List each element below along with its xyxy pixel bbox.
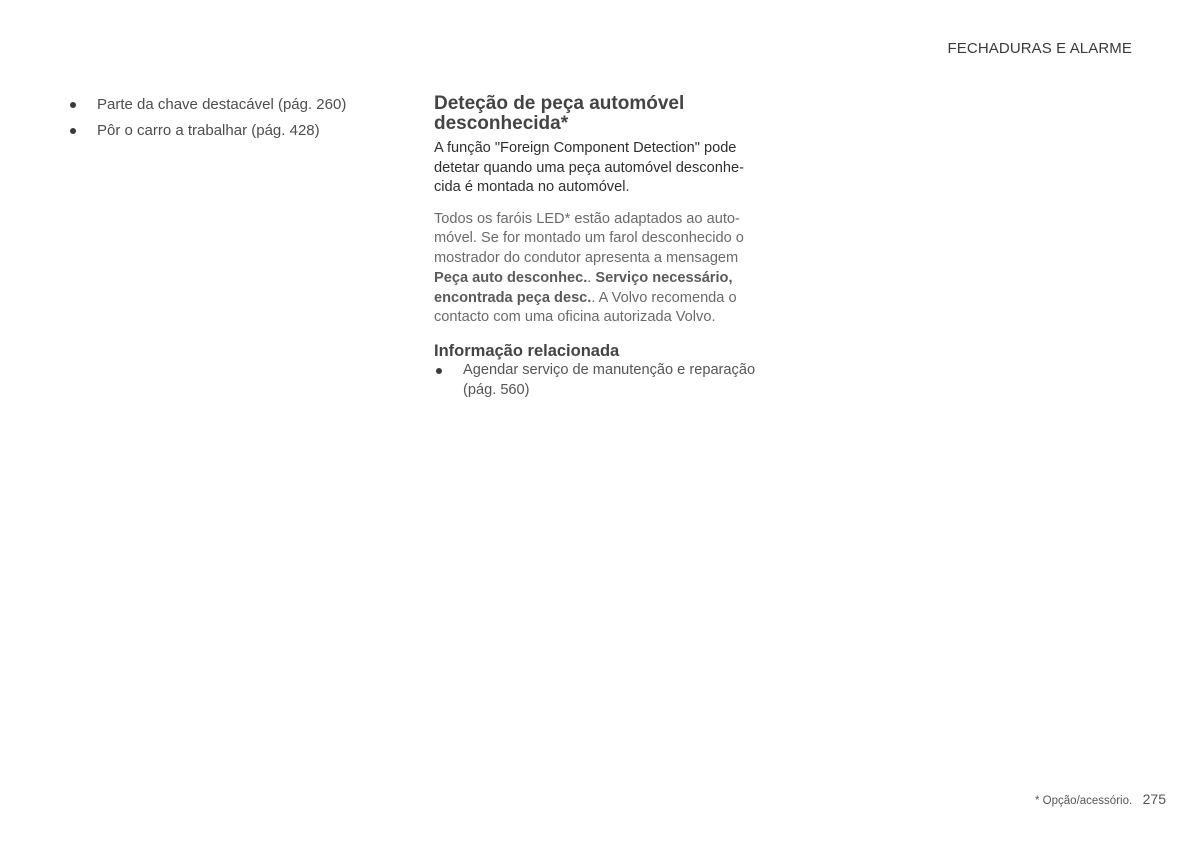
- intro-paragraph: A função "Foreign Component Detection" pode detetar quando uma peça automóvel desconhe-cida é montada no automóvel.: [434, 140, 744, 195]
- related-info-title: Informação relacionada: [434, 342, 620, 361]
- list-item: [68, 95, 368, 115]
- title-line-1: Deteção de peça automóvel: [434, 93, 685, 114]
- body-prefix: Todos os faróis LED* estão adaptados ao auto-móvel. Se for montado um farol desconhecido o mostrador do condutor apresenta a mensagem: [434, 210, 744, 267]
- title-line-2: desconhecida*: [434, 113, 569, 134]
- message-text-2: Serviço necessário, encontrada peça desc.: [434, 269, 733, 306]
- footnote: * Opção/acessório.: [1035, 795, 1133, 807]
- left-column-list: [68, 95, 368, 147]
- link-text[interactable]: Agendar serviço de manutenção e reparação (pág. 560): [463, 362, 756, 398]
- article-title: [434, 94, 764, 134]
- message-text-1: Peça auto desconhec.: [434, 269, 588, 286]
- body-separator: .: [587, 269, 596, 286]
- page-footer: [1035, 791, 1166, 809]
- bullet-dot-icon: [70, 102, 76, 108]
- article-column: [434, 94, 764, 400]
- page-number: 275: [1142, 791, 1166, 807]
- link-text[interactable]: Pôr o carro a trabalhar (pág. 428): [97, 122, 320, 139]
- body-paragraph: [434, 210, 764, 329]
- body-suffix: . A Volvo recomenda o contacto com uma oficina autorizada Volvo.: [434, 289, 737, 326]
- bullet-dot-icon: [70, 128, 76, 134]
- bullet-dot-icon: [436, 368, 442, 374]
- section-header: FECHADURAS E ALARME: [947, 40, 1132, 57]
- list-item: [68, 121, 368, 141]
- related-item: [434, 361, 764, 400]
- link-text[interactable]: Parte da chave destacável (pág. 260): [97, 96, 347, 113]
